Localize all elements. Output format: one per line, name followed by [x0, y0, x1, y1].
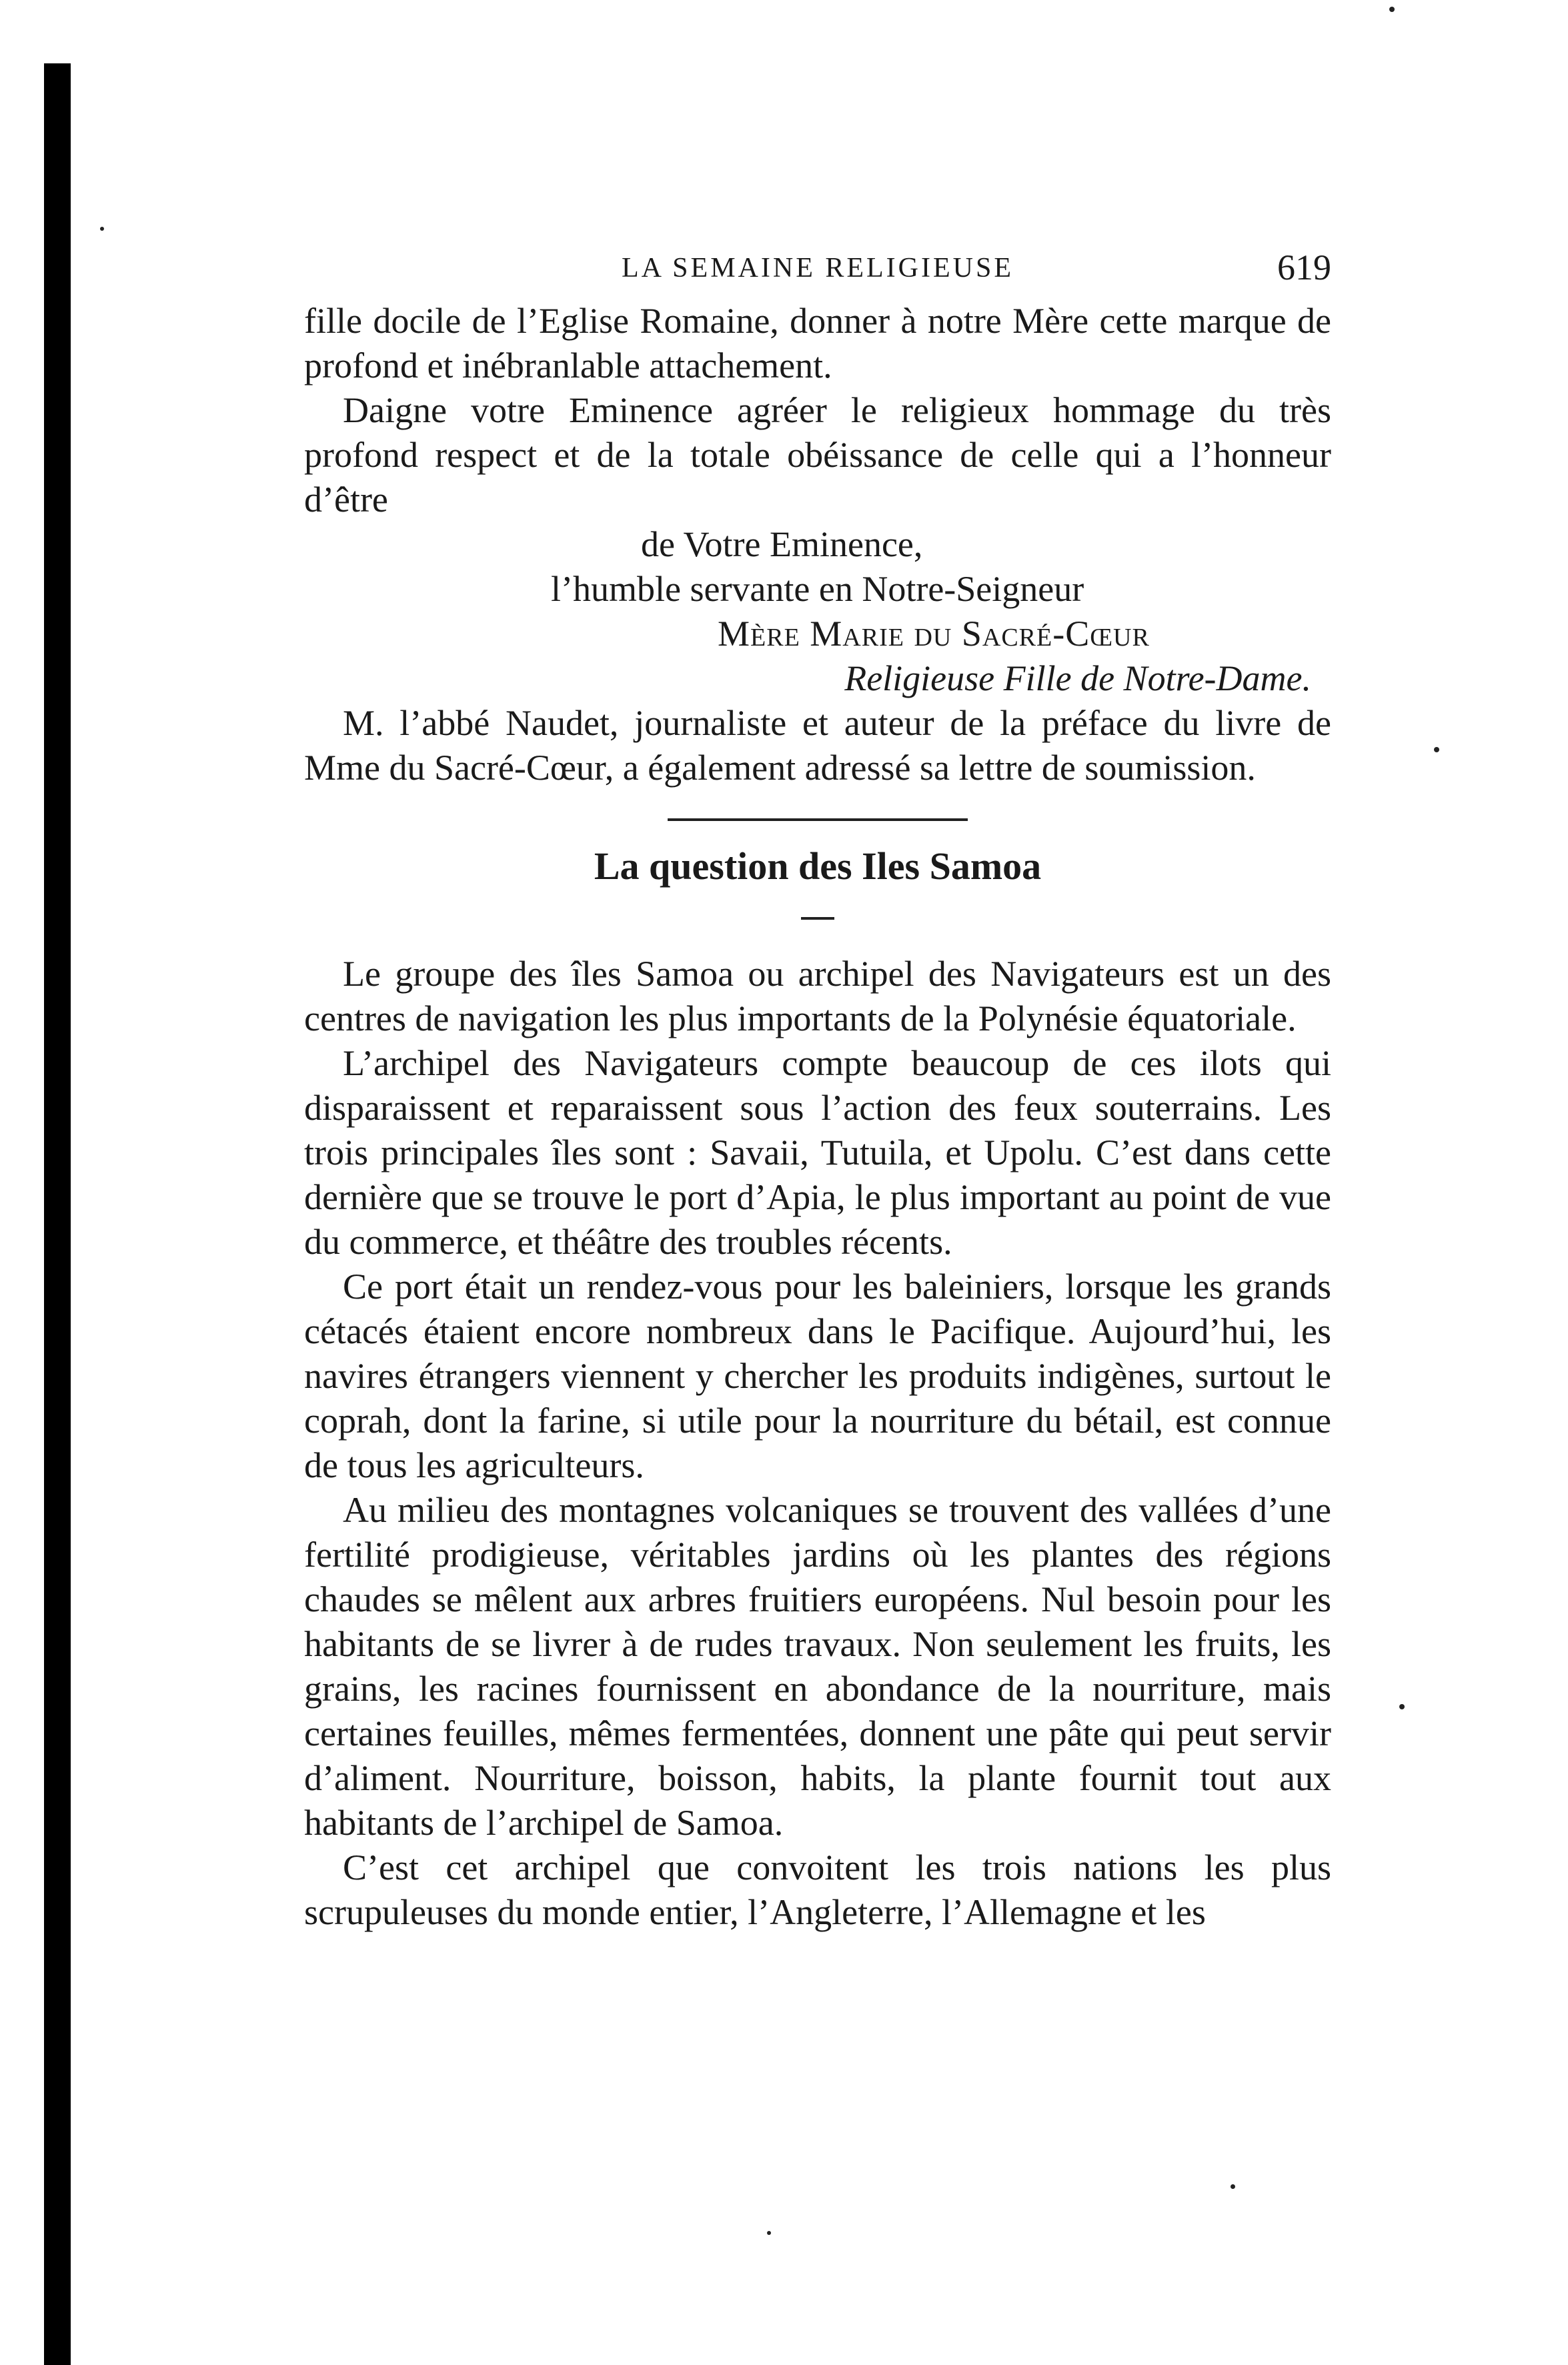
scan-speck — [1231, 2184, 1235, 2189]
scan-speck — [767, 2231, 771, 2235]
scan-speck — [100, 227, 104, 231]
page-content — [304, 247, 1331, 1935]
article-paragraph: Au milieu des montagnes volcaniques se trouvent des vallées d’une fertilité prodigieuse, véritables jardins où les plantes des régions chaudes se mêlent aux arbres fruitiers européens. Nul besoin pour les habitants de se livrer à de rudes travaux. Non seulement les fruits, les grains, les racines fournissent en abondance de la nourriture, mais certaines feuilles, mêmes fermentées, donnent une pâte qui peut servir d’aliment. Nourriture, boisson, habits, la plante fournit tout aux habitants de l’archipel de Samoa. — [304, 1490, 1331, 1843]
signature-title: Religieuse Fille de Notre-Dame. — [844, 658, 1311, 698]
scan-speck — [1389, 7, 1395, 12]
letter-paragraph: fille docile de l’Eglise Romaine, donner à notre Mère cette marque de profond et inébranlable attachement. — [304, 301, 1331, 385]
page-number: 619 — [1277, 247, 1331, 287]
signature-name: Mère Marie du Sacré-Cœur — [718, 614, 1150, 654]
letter-closing: l’humble servante en Notre-Seigneur — [551, 569, 1084, 609]
running-title: LA SEMAINE RELIGIEUSE — [622, 253, 1014, 283]
running-head — [304, 247, 1331, 293]
scan-edge-shadow — [44, 63, 71, 2365]
scan-speck — [1399, 1704, 1405, 1709]
article-paragraph: Ce port était un rendez-vous pour les baleiniers, lorsque les grands cétacés étaient encore nombreux dans le Pacifique. Aujourd’hui, les navires étrangers viennent y chercher les produits indigènes, surtout le coprah, dont la farine, si utile pour la nourriture du bétail, est connue de tous les agriculteurs. — [304, 1267, 1331, 1485]
scan-speck — [1434, 747, 1439, 752]
note-paragraph: M. l’abbé Naudet, journaliste et auteur de la préface du livre de Mme du Sacré-Cœur, a également adressé sa lettre de soumission. — [304, 703, 1331, 788]
title-dash — [801, 917, 834, 920]
article-paragraph: L’archipel des Navigateurs compte beaucoup de ces ilots qui disparaissent et reparaissent sous l’action des feux souterrains. Les trois principales îles sont : Savaii, Tutuila, et Upolu. C’est dans cette dernière que se trouve le port d’Apia, le plus important au point de vue du commerce, et théâtre des troubles récents. — [304, 1043, 1331, 1262]
article-title: La question des Iles Samoa — [594, 844, 1042, 888]
article-paragraph: C’est cet archipel que convoitent les trois nations les plus scrupuleuses du monde entier, l’Angleterre, l’Allemagne et les — [304, 1847, 1331, 1932]
letter-closing: de Votre Eminence, — [641, 524, 923, 564]
article-paragraph: Le groupe des îles Samoa ou archipel des Navigateurs est un des centres de navigation les plus importants de la Polynésie équatoriale. — [304, 954, 1331, 1038]
letter-paragraph: Daigne votre Eminence agréer le religieux hommage du très profond respect et de la totale obéissance de celle qui a l’honneur d’être — [304, 390, 1331, 520]
section-divider — [668, 818, 968, 821]
